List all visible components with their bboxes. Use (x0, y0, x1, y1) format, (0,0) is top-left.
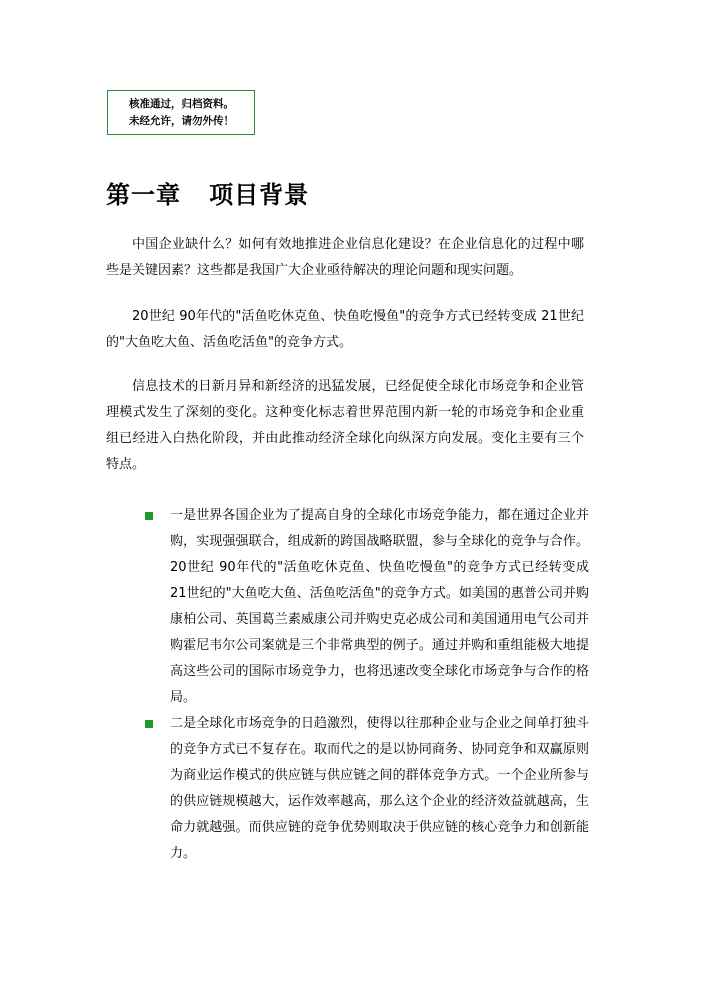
bullet-item-mergers (143, 503, 589, 711)
stamp-line-approved: 核准通过，归档资料。 (129, 98, 234, 110)
paragraph-competition: 20世纪 90年代的"活鱼吃休克鱼、快鱼吃慢鱼"的竞争方式已经转变成 21世纪的"大鱼吃大鱼、活鱼吃活鱼"的竞争方式。 (106, 309, 584, 350)
feature-bullet-list (143, 503, 589, 867)
paragraph-intro: 中国企业缺什么？如何有效地推进企业信息化建设？在企业信息化的过程中哪些是关键因素？这些都是我国广大企业亟待解决的理论问题和现实问题。 (106, 237, 584, 278)
paragraph-it-change: 信息技术的日新月异和新经济的迅猛发展，已经促使全球化市场竞争和企业管理模式发生了深刻的变化。这种变化标志着世界范围内新一轮的市场竞争和企业重组已经进入白热化阶段，并由此推动经济全球化向纵深方向发展。变化主要有三个特点。 (106, 379, 584, 472)
bullet-text-mergers: 一是世界各国企业为了提高自身的全球化市场竞争能力，都在通过企业并购，实现强强联合，组成新的跨国战略联盟，参与全球化的竞争与合作。20世纪 90年代的"活鱼吃休克鱼、快鱼吃慢鱼"的竞争方式已经转变成 21世纪的"大鱼吃大鱼、活鱼吃活鱼"的竞争方式。如美国的惠普公司并购康柏公司、英国葛兰素威康公司并购史克必成公司和美国通用电气公司并购霍尼韦尔公司案就是三个非常典型的例子。通过并购和重组能极大地提高这些公司的国际市场竞争力，也将迅速改变全球化市场竞争与合作的格局。 (170, 508, 589, 705)
stamp-line-restricted: 未经允许，请勿外传！ (129, 115, 234, 127)
bullet-text-supply-chain: 二是全球化市场竞争的日趋激烈，使得以往那种企业与企业之间单打独斗的竞争方式已不复存在。取而代之的是以协同商务、协同竞争和双赢原则为商业运作模式的供应链与供应链之间的群体竞争方式。一个企业所参与的供应链规模越大，运作效率越高，那么这个企业的经济效益就越高，生命力就越强。而供应链的竞争优势则取决于供应链的核心竞争力和创新能力。 (170, 716, 589, 861)
bullet-item-supply-chain (143, 711, 589, 867)
green-square-bullet-icon (145, 720, 153, 728)
confidentiality-stamp (107, 90, 255, 135)
green-square-bullet-icon (145, 512, 153, 520)
chapter-title: 第一章 项目背景 (106, 180, 310, 209)
